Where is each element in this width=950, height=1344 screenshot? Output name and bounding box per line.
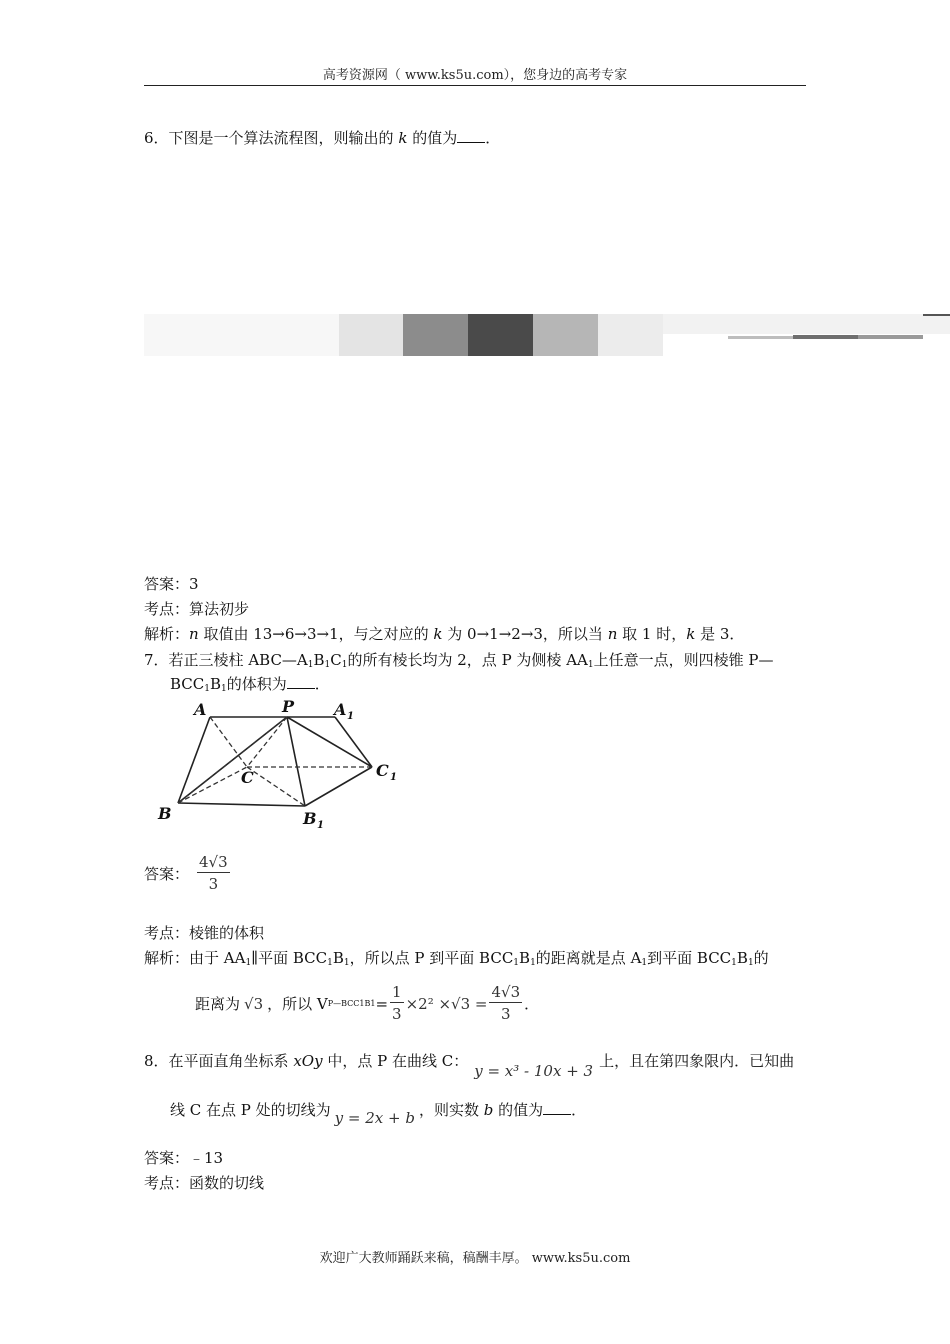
var-xoy: xOy	[293, 1052, 323, 1070]
fraction-one-third	[390, 982, 404, 1025]
header-rule	[144, 85, 806, 86]
jiexi-end: ．	[524, 994, 540, 1013]
subscript: 1	[327, 958, 333, 968]
fraction-denominator: 3	[392, 1005, 402, 1023]
jiexi-text: 的	[753, 949, 769, 967]
jiexi-text: 距离为	[195, 994, 241, 1013]
subscript: 1	[221, 684, 227, 694]
subscript: 1	[747, 958, 754, 968]
subscript: 1	[513, 958, 520, 968]
q6-question	[144, 127, 500, 149]
q8-number: 8．	[144, 1052, 169, 1070]
subscript: 1	[341, 660, 348, 670]
q8-answer	[144, 1147, 223, 1169]
product-expression: ×2² ×√3 =	[405, 994, 488, 1013]
label-B: B	[158, 804, 172, 823]
kaodian-label: 考点：	[144, 600, 190, 618]
label-B1-sub: 1	[317, 820, 324, 831]
jiexi-text: 是 3．	[695, 625, 745, 643]
fraction-denominator: 3	[501, 1005, 511, 1023]
answer-value: 3	[189, 575, 199, 593]
subscript: 1	[641, 958, 648, 968]
q8-text: ，则实数	[418, 1101, 484, 1119]
q6-number: 6．	[144, 129, 169, 147]
subscript: 1	[307, 660, 314, 670]
q7-text: 的所有棱长均为 2，点 P 为侧棱 AA	[347, 651, 588, 669]
q7-text: 的体积为	[226, 675, 287, 693]
page-footer: 欢迎广大教师踊跃来稿，稿酬丰厚。 www.ks5u.com	[319, 1251, 631, 1266]
q6-end: ．	[485, 129, 501, 147]
jiexi-text: 为 0→1→2→3，所以当	[442, 625, 608, 643]
equals-sign: =	[375, 994, 389, 1013]
jiexi-text: B	[519, 949, 531, 967]
var-b: b	[483, 1101, 494, 1119]
q8-text: 线 C 在点 P 处的切线为	[170, 1101, 331, 1119]
jiexi-text: ，所以 V	[267, 994, 328, 1013]
q7-text: BCC	[170, 675, 205, 693]
label-B1: B	[303, 809, 317, 828]
label-A1-sub: 1	[347, 711, 354, 722]
q8-question-line1	[144, 1050, 795, 1080]
sqrt-expression: √3	[244, 994, 264, 1013]
q8-text: 中，点 P 在曲线 C：	[322, 1052, 469, 1070]
jiexi-text: 的距离就是点 A	[535, 949, 642, 967]
curve-equation: y = x³ - 10x + 3	[474, 1062, 594, 1080]
label-C: C	[241, 768, 254, 787]
answer-value: ﹣13	[189, 1149, 224, 1167]
jiexi-text: ∥平面 BCC	[251, 949, 328, 967]
subscript: 1	[343, 958, 350, 968]
var-n: n	[607, 625, 618, 643]
q6-jiexi	[144, 623, 744, 645]
q8-blank	[543, 1100, 571, 1115]
q6-answer	[144, 573, 199, 595]
q6-blank	[457, 128, 485, 143]
answer-fraction	[197, 852, 230, 895]
kaodian-label: 考点：	[144, 924, 190, 942]
q8-text: 上，且在第四象限内．已知曲	[599, 1052, 795, 1070]
jiexi-text: ，所以点 P 到平面 BCC	[349, 949, 514, 967]
q6-text-b: 的值为	[407, 129, 458, 147]
q7-jiexi-line1	[144, 947, 769, 974]
q8-text: 的值为	[493, 1101, 544, 1119]
fraction-numerator: 4√3	[199, 853, 228, 871]
q8-end: ．	[571, 1101, 587, 1119]
q7-kaodian	[144, 922, 264, 944]
q7-text: 若正三棱柱 ABC—A	[168, 651, 308, 669]
prism-solid-edges	[178, 717, 372, 806]
jiexi-text: 取 1 时，	[617, 625, 687, 643]
q6-text-a: 下图是一个算法流程图，则输出的	[168, 129, 399, 147]
fraction-denominator: 3	[208, 875, 219, 893]
q6-kaodian	[144, 598, 249, 620]
q6-var-k: k	[398, 129, 408, 147]
subscript: 1	[204, 684, 210, 694]
subscript: 1	[587, 660, 594, 670]
answer-label: 答案：	[144, 575, 190, 593]
q7-text: C	[330, 651, 342, 669]
subscript: 1	[245, 958, 252, 968]
q7-jiexi-line2	[195, 982, 539, 1025]
subscript: 1	[324, 660, 331, 670]
kaodian-value: 棱锥的体积	[189, 924, 265, 942]
q7-text: B	[210, 675, 222, 693]
jiexi-text: 到平面 BCC	[647, 949, 732, 967]
var-k: k	[686, 625, 696, 643]
jiexi-text: 由于 AA	[189, 949, 246, 967]
fraction-result	[489, 982, 522, 1025]
label-C1-sub: 1	[390, 772, 397, 783]
fraction-numerator: 1	[392, 983, 402, 1001]
page-header: 高考资源网（ www.ks5u.com），您身边的高考专家	[322, 68, 628, 83]
kaodian-label: 考点：	[144, 1174, 190, 1192]
label-C1: C	[376, 761, 389, 780]
answer-label: 答案：	[144, 1149, 190, 1167]
prism-figure	[150, 695, 410, 835]
q7-blank	[287, 674, 315, 689]
jiexi-text: B	[736, 949, 748, 967]
q7-text: 上任意一点，则四棱锥 P—	[593, 651, 774, 669]
jiexi-text: 取值由 13→6→3→1，与之对应的	[198, 625, 434, 643]
answer-label: 答案：	[144, 864, 190, 883]
jiexi-label: 解析：	[144, 949, 190, 967]
kaodian-value: 算法初步	[189, 600, 250, 618]
q7-number: 7．	[144, 651, 169, 669]
q7-question-line1	[144, 649, 773, 676]
var-n: n	[189, 625, 199, 643]
volume-subscript: P—BCC1B1	[327, 998, 376, 1008]
subscript: 1	[530, 958, 536, 968]
jiexi-label: 解析：	[144, 625, 190, 643]
q7-end: ．	[314, 675, 330, 693]
q8-text: 在平面直角坐标系	[168, 1052, 294, 1070]
label-A1: A	[334, 700, 347, 719]
var-k: k	[433, 625, 443, 643]
q7-answer	[144, 852, 232, 895]
jiexi-text: B	[332, 949, 344, 967]
kaodian-value: 函数的切线	[189, 1174, 265, 1192]
prism-hidden-edges	[178, 717, 372, 806]
q8-kaodian	[144, 1172, 264, 1194]
q8-question-line2	[170, 1099, 587, 1127]
label-A: A	[194, 700, 207, 719]
fraction-numerator: 4√3	[491, 983, 521, 1001]
subscript: 1	[731, 958, 737, 968]
q7-text: B	[313, 651, 325, 669]
tangent-equation: y = 2x + b	[334, 1109, 415, 1127]
label-P: P	[282, 697, 295, 716]
